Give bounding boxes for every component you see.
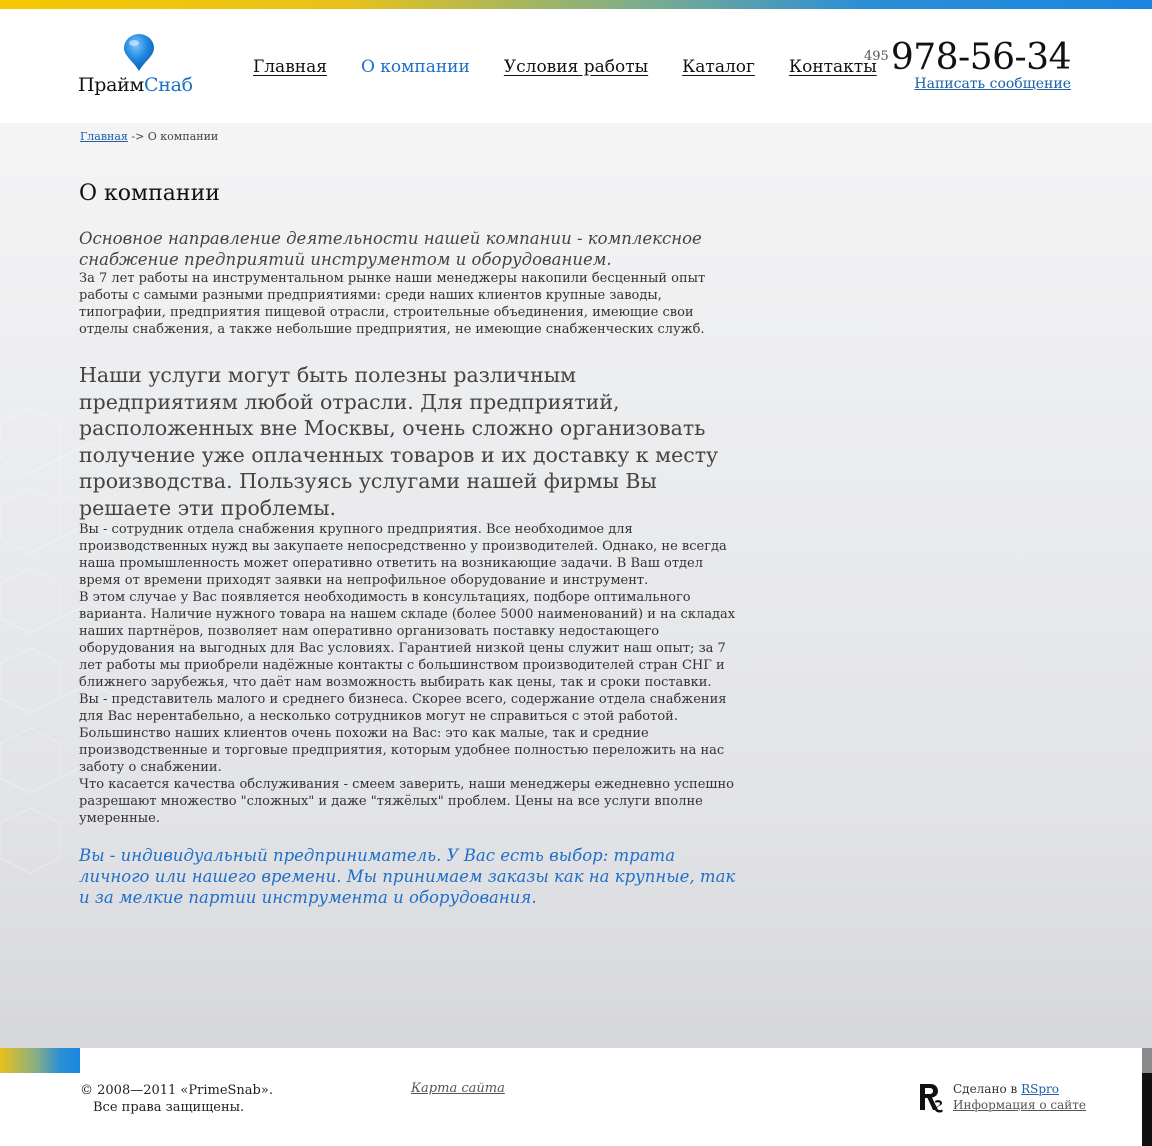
entrepreneur-highlight: Вы - индивидуальный предприниматель. У Вас есть выбор: трата личного или нашего времени. Мы принимаем заказы как на крупные, так и за мелкие партии инструмента и оборудования. — [79, 846, 736, 907]
body-paragraph-quality: Что касается качества обслуживания - смеем заверить, наши менеджеры ежедневно успешно разрешают множество "сложных" и даже "тяжёлых" проблем. Цены на все услуги вполне умеренные. — [79, 777, 734, 826]
lead-paragraph: Основное направление деятельности нашей компании - комплексное снабжение предприятий инструментом и оборудованием. — [79, 229, 702, 269]
nav-item-home[interactable]: Главная — [253, 57, 327, 77]
body-paragraph-experience: За 7 лет работы на инструментальном рынке наши менеджеры накопили бесценный опыт работы с самыми разными предприятиями: среди наших клиентов крупные заводы, типографии, предприятия пищевой отрасли, строительные объединения, имеющие свои отделы снабжения, а также небольшие предприятия, не имеющие снабженческих служб. — [79, 271, 706, 337]
nav-item-terms[interactable]: Условия работы — [503, 57, 649, 77]
breadcrumb-current: О компании — [147, 130, 219, 143]
contact-block — [864, 37, 1071, 92]
page-title: О компании — [79, 181, 220, 206]
write-message-link[interactable]: Написать сообщение — [914, 76, 1071, 92]
rspro-link[interactable]: RSpro — [1021, 1082, 1059, 1096]
breadcrumb-home-link[interactable]: Главная — [80, 130, 128, 143]
footer-color-strip — [0, 1048, 80, 1073]
site-header — [0, 9, 1152, 123]
rs-logo-icon[interactable] — [918, 1082, 944, 1114]
nav-item-about[interactable]: О компании — [360, 57, 470, 77]
site-footer — [0, 1048, 1152, 1146]
sitemap-link[interactable]: Карта сайта — [411, 1081, 505, 1096]
main-content — [79, 180, 739, 908]
main-nav — [253, 57, 877, 77]
body-paragraph-consulting: В этом случае у Вас появляется необходимость в консультациях, подборе оптимального варианта. Наличие нужного товара на нашем складе (более 5000 наименований) и на складах наших партнёров, позволяет нам оперативно организовать поставку недостающего оборудования на выгодных для Вас условиях. Гарантией низкой цены служит наш опыт; за 7 лет работы мы приобрели надёжные контакты с большинством производителей стран СНГ и ближнего зарубежья, что даёт нам возможность выбирать как цены, так и сроки поставки. — [79, 590, 736, 690]
body-paragraph-supply-dept: Вы - сотрудник отдела снабжения крупного предприятия. Все необходимое для производственных нужд вы закупаете непосредственно у производителей. Однако, не всегда наша промышленность может оперативно ответить на возникающие задачи. В Ваш отдел время от времени приходят заявки на непрофильное оборудование и инструмент. — [79, 522, 727, 588]
site-logo[interactable] — [78, 34, 208, 104]
services-highlight: Наши услуги могут быть полезны различным предприятиям любой отрасли. Для предприятий, расположенных вне Москвы, очень сложно организовать получение уже оплаченных товаров и их доставку к месту производства. Пользуясь услугами нашей фирмы Вы решаете эти проблемы. — [79, 363, 719, 520]
phone-number: 978-56-34 — [890, 37, 1071, 78]
body-paragraph-small-business: Вы - представитель малого и среднего бизнеса. Скорее всего, содержание отдела снабжения для Вас нерентабельно, а несколько сотрудников могут не справиться с этой работой. Большинство наших клиентов очень похожи на Вас: это как малые, так и средние производственные и торговые предприятия, которым удобнее полностью переложить на нас заботу о снабжении. — [79, 692, 727, 775]
breadcrumb — [80, 130, 218, 143]
breadcrumb-separator: -> — [127, 130, 148, 143]
nav-item-contacts[interactable]: Контакты — [788, 57, 877, 77]
nav-item-catalog[interactable]: Каталог — [682, 57, 755, 77]
developer-credit: Сделано в RSpro Информация о сайте — [953, 1082, 1087, 1112]
footer-right-bar — [1142, 1048, 1152, 1146]
copyright: © 2008—2011 «PrimeSnab». Все права защищены. — [80, 1083, 273, 1115]
site-info-link[interactable]: Информация о сайте — [953, 1098, 1087, 1112]
map-pin-icon — [122, 34, 156, 72]
top-color-strip — [0, 0, 1152, 9]
logo-text: ПраймСнаб — [78, 74, 193, 96]
phone-code: 495 — [864, 49, 889, 64]
